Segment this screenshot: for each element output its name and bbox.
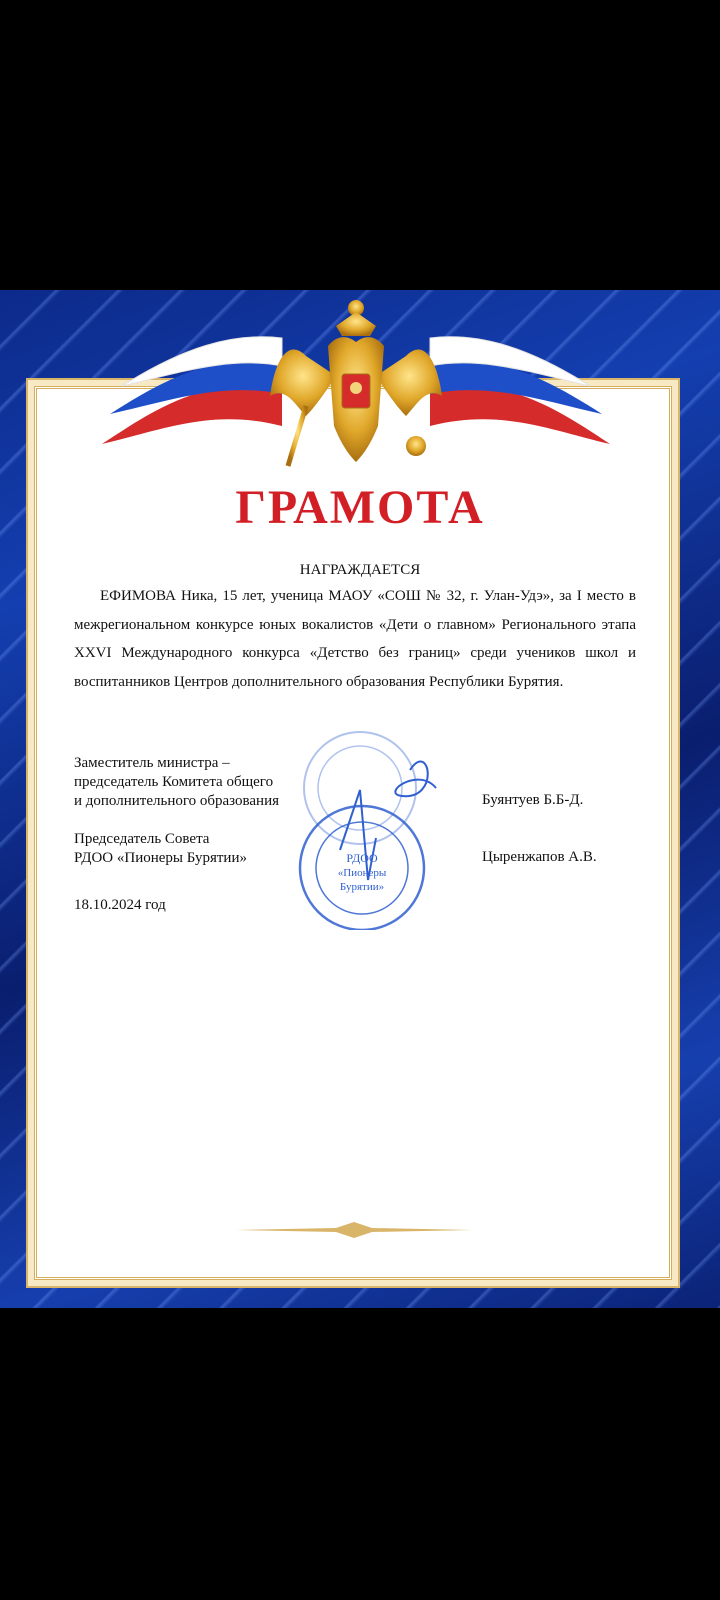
bottom-ornament bbox=[236, 1220, 472, 1240]
certificate-photo bbox=[0, 290, 720, 1308]
signer2-position-line: РДОО «Пионеры Бурятии» bbox=[74, 850, 247, 866]
signer2-position-line: Председатель Совета bbox=[74, 831, 210, 847]
award-body bbox=[74, 582, 636, 696]
coat-of-arms-emblem bbox=[266, 296, 446, 476]
award-heading: НАГРАЖДАЕТСЯ bbox=[299, 562, 421, 578]
signer1-position-line: председатель Комитета общего bbox=[74, 774, 274, 790]
signer1-position bbox=[74, 754, 279, 811]
svg-text:РДОО: РДОО bbox=[346, 851, 378, 865]
signer1-position-line: и дополнительного образования bbox=[74, 793, 279, 809]
bottom-black-area bbox=[0, 1308, 720, 1600]
certificate-date: 18.10.2024 год bbox=[74, 897, 166, 913]
signer1-name: Буянтуев Б.Б-Д. bbox=[482, 792, 584, 808]
top-black-area bbox=[0, 0, 720, 290]
signer2-position bbox=[74, 830, 247, 868]
svg-text:Бурятии»: Бурятии» bbox=[339, 881, 385, 893]
signer2-name: Цыренжапов А.В. bbox=[482, 849, 597, 865]
signer1-position-line: Заместитель министра – bbox=[74, 755, 230, 771]
official-stamp bbox=[290, 730, 440, 930]
award-body-text: ЕФИМОВА Ника, 15 лет, ученица МАОУ «СОШ № 32, г. Улан-Удэ», за I место в межрегиональном конкурсе юных вокалистов «Дети о главном» Регионального этапа XXVI Международного конкурса «Детство без границ» среди учеников школ и воспитанников Центров дополнительного образования Республики Бурятия. bbox=[74, 588, 636, 690]
svg-text:«Пионеры: «Пионеры bbox=[337, 867, 387, 879]
certificate-title: ГРАМОТА bbox=[235, 481, 485, 534]
